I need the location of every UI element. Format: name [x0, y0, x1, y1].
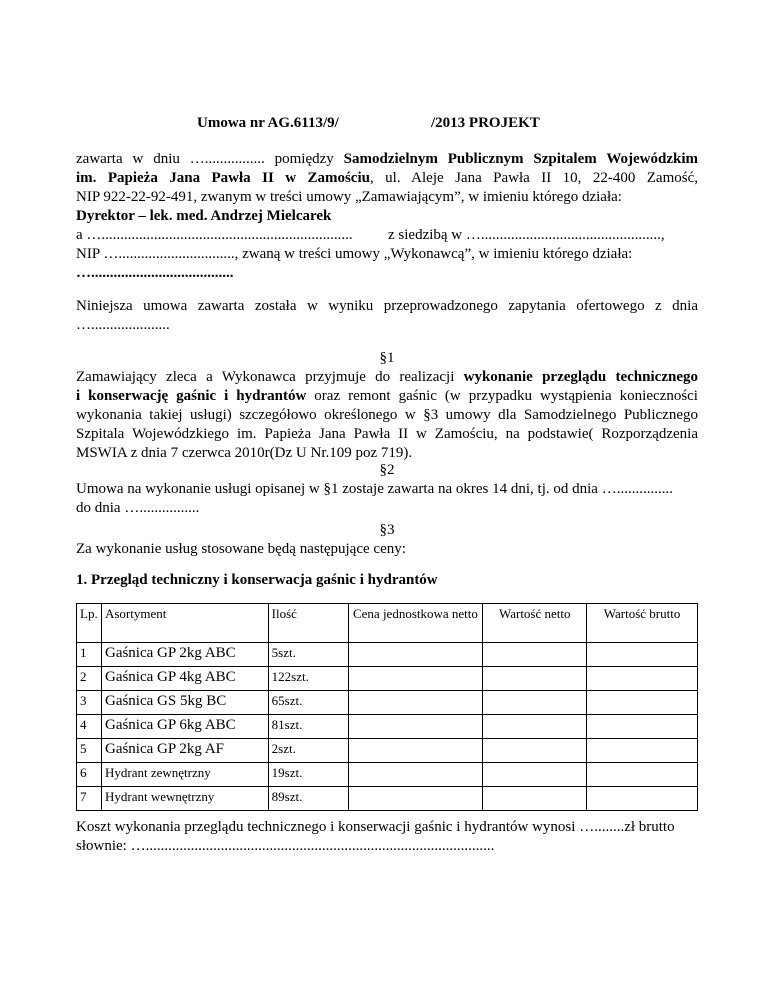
table-row: [77, 739, 698, 763]
row-item: Hydrant zewnętrzny: [101, 763, 268, 787]
row-net-value: [483, 739, 587, 763]
row-gross-value: [587, 787, 698, 811]
header-item: Asortyment: [101, 604, 268, 643]
section-1-heading: §1: [379, 350, 395, 366]
section-3-heading: §3: [379, 522, 395, 538]
title-year-status: /2013 PROJEKT: [431, 115, 540, 131]
section-3-line-1: Za wykonanie usług stosowane będą następujące ceny:: [76, 541, 406, 557]
table-row: [77, 643, 698, 667]
intro-line-2: im. Papieża Jana Pawła II w Zamościu, ul. Aleje Jana Pawła II 10, 22-400 Zamość,: [76, 170, 698, 186]
row-unit-price: [348, 691, 483, 715]
basis-line-2: ….....................: [76, 317, 170, 333]
row-gross-value: [587, 715, 698, 739]
row-lp: 7: [77, 787, 102, 811]
row-item: Gaśnica GP 2kg ABC: [101, 643, 268, 667]
row-qty: 122szt.: [268, 667, 348, 691]
row-gross-value: [587, 739, 698, 763]
table-row: [77, 667, 698, 691]
table-header-row: [77, 604, 698, 643]
intro-line-3: NIP 922-22-92-491, zwanym w treści umowy „Zamawiającym”, w imieniu którego działa:: [76, 189, 622, 205]
row-lp: 2: [77, 667, 102, 691]
table-row: [77, 763, 698, 787]
row-item: Gaśnica GP 6kg ABC: [101, 715, 268, 739]
table-row: [77, 787, 698, 811]
section-1-line-1: Zamawiający zleca a Wykonawca przyjmuje do realizacji wykonanie przeglądu technicznego: [76, 369, 698, 385]
row-gross-value: [587, 763, 698, 787]
header-qty: Ilość: [268, 604, 348, 643]
row-unit-price: [348, 763, 483, 787]
row-net-value: [483, 691, 587, 715]
section-1-line-4: Szpitala Wojewódzkiego im. Papieża Jana Pawła II w Zamościu, na podstawie( Rozporządzenia: [76, 426, 698, 442]
row-qty: 5szt.: [268, 643, 348, 667]
section-2-line-1: Umowa na wykonanie usługi opisanej w §1 zostaje zawarta na okres 14 dni, tj. od dnia …...............: [76, 481, 673, 497]
row-gross-value: [587, 691, 698, 715]
cost-line-1: Koszt wykonania przeglądu technicznego i konserwacji gaśnic i hydrantów wynosi …........zł brutto: [76, 819, 675, 835]
row-lp: 4: [77, 715, 102, 739]
section-1: [76, 349, 698, 463]
row-item: Gaśnica GS 5kg BC: [101, 691, 268, 715]
row-unit-price: [348, 715, 483, 739]
row-lp: 5: [77, 739, 102, 763]
row-unit-price: [348, 667, 483, 691]
row-unit-price: [348, 739, 483, 763]
section-1-line-3: wykonania takiej usługi) szczegółowo określonego w §3 umowy dla Samodzielnego Publicznego: [76, 407, 698, 423]
section-3: [76, 521, 698, 559]
contractor-paragraph: [76, 226, 698, 283]
section-2-line-2: do dnia …................: [76, 500, 200, 516]
section-2-heading: §2: [379, 462, 395, 478]
row-net-value: [483, 667, 587, 691]
row-qty: 2szt.: [268, 739, 348, 763]
row-gross-value: [587, 643, 698, 667]
row-gross-value: [587, 667, 698, 691]
section-2: [76, 461, 698, 518]
contractor-line-2: NIP …..............................., zwaną w treści umowy „Wykonawcą”, w imieniu którego działa:: [76, 246, 633, 262]
row-qty: 89szt.: [268, 787, 348, 811]
row-lp: 1: [77, 643, 102, 667]
row-qty: 81szt.: [268, 715, 348, 739]
header-gross-value: Wartość brutto: [587, 604, 698, 643]
basis-line-1: Niniejsza umowa zawarta została w wyniku przeprowadzonego zapytania ofertowego z dnia: [76, 298, 698, 314]
items-table: [76, 603, 698, 811]
row-lp: 3: [77, 691, 102, 715]
section-1-line-5: MSWIA z dnia 7 czerwca 2010r(Dz U Nr.109 poz 719).: [76, 445, 413, 461]
row-unit-price: [348, 787, 483, 811]
row-item: Gaśnica GP 2kg AF: [101, 739, 268, 763]
table-row: [77, 715, 698, 739]
title-number: Umowa nr AG.6113/9/: [197, 115, 339, 131]
header-net-value: Wartość netto: [483, 604, 587, 643]
cost-in-words: słownie: ….............................................................................................: [76, 838, 495, 854]
row-lp: 6: [77, 763, 102, 787]
row-qty: 65szt.: [268, 691, 348, 715]
row-net-value: [483, 787, 587, 811]
basis-paragraph: [76, 297, 698, 335]
row-net-value: [483, 763, 587, 787]
row-qty: 19szt.: [268, 763, 348, 787]
header-lp: Lp.: [77, 604, 102, 643]
row-net-value: [483, 715, 587, 739]
row-item: Gaśnica GP 4kg ABC: [101, 667, 268, 691]
row-unit-price: [348, 643, 483, 667]
contractor-line-1: a …................................................................... z siedzibą w …................................................,: [76, 227, 665, 243]
table-row: [77, 691, 698, 715]
section-1-line-2: i konserwację gaśnic i hydrantów oraz remont gaśnic (w przypadku wystąpienia konieczności: [76, 388, 698, 404]
cost-paragraph: [76, 818, 698, 856]
row-item: Hydrant wewnętrzny: [101, 787, 268, 811]
row-net-value: [483, 643, 587, 667]
intro-paragraph: [76, 150, 698, 226]
intro-line-1: zawarta w dniu …................ pomiędzy Samodzielnym Publicznym Szpitalem Wojewódzkim: [76, 151, 698, 167]
director-name: Dyrektor – lek. med. Andrzej Mielcarek: [76, 208, 332, 224]
header-unit-price: Cena jednostkowa netto: [348, 604, 483, 643]
contractor-representative: …......................................: [76, 265, 234, 281]
pricing-section-title: 1. Przegląd techniczny i konserwacja gaśnic i hydrantów: [76, 572, 438, 588]
